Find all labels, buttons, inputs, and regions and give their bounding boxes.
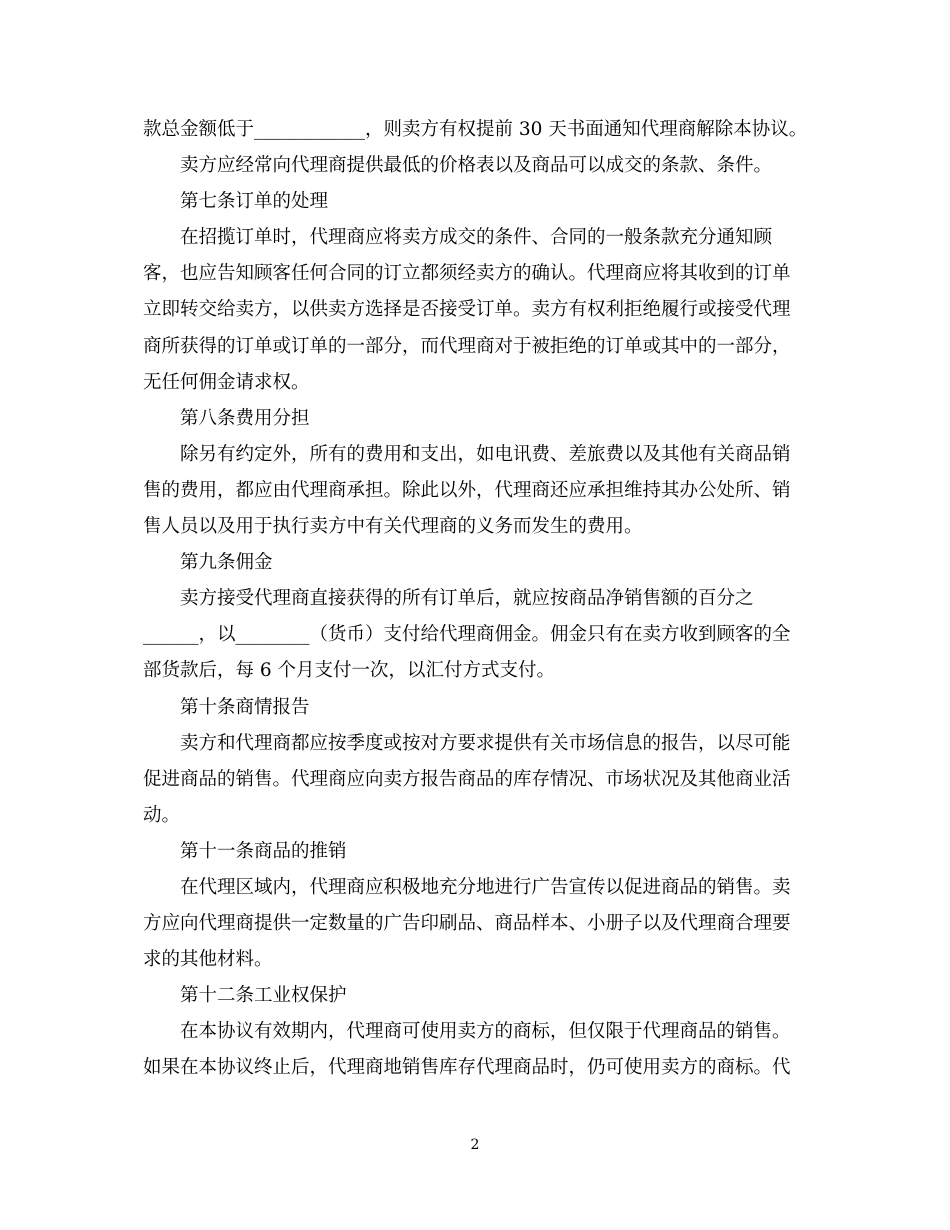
text-line: 除另有约定外，所有的费用和支出，如电讯费、差旅费以及其他有关商品销	[180, 443, 791, 465]
text-line: 无任何佣金请求权。	[143, 371, 310, 393]
text-line: 立即转交给卖方，以供卖方选择是否接受订单。卖方有权利拒绝履行或接受代理	[143, 299, 791, 321]
document-body	[143, 112, 811, 1087]
text-line: 求的其他材料。	[143, 949, 273, 971]
text-line: 客，也应告知顾客任何合同的订立都须经卖方的确认。代理商应将其收到的订单	[143, 263, 791, 285]
text-line: 售的费用，都应由代理商承担。除此以外，代理商还应承担维持其办公处所、销	[143, 479, 791, 501]
text-line: 动。	[143, 804, 181, 826]
section-heading: 第九条佣金	[180, 552, 273, 574]
section-heading: 第十一条商品的推销	[180, 840, 347, 862]
section-heading: 第七条订单的处理	[180, 191, 329, 213]
section-heading: 第八条费用分担	[180, 407, 310, 429]
section-heading: 第十条商情报告	[180, 696, 310, 718]
text-line: 卖方应经常向代理商提供最低的价格表以及商品可以成交的条款、条件。	[180, 155, 773, 177]
text-line: 卖方接受代理商直接获得的所有订单后，就应按商品净销售额的百分之	[180, 588, 754, 610]
text-line: 款总金额低于____________，则卖方有权提前 30 天书面通知代理商解除本协议。	[143, 119, 808, 140]
text-line: 卖方和代理商都应按季度或按对方要求提供有关市场信息的报告，以尽可能	[180, 732, 791, 754]
text-line: 售人员以及用于执行卖方中有关代理商的义务而发生的费用。	[143, 516, 643, 538]
text-line: 商所获得的订单或订单的一部分，而代理商对于被拒绝的订单或其中的一部分，	[143, 335, 791, 357]
section-heading: 第十二条工业权保护	[180, 985, 347, 1007]
text-line: 方应向代理商提供一定数量的广告印刷品、商品样本、小册子以及代理商合理要	[143, 913, 791, 935]
text-line: 在本协议有效期内，代理商可使用卖方的商标，但仅限于代理商品的销售。	[180, 1021, 791, 1043]
text-line: 如果在本协议终止后，代理商地销售库存代理商品时，仍可使用卖方的商标。代	[143, 1057, 791, 1079]
page-number: 2	[470, 1137, 480, 1153]
text-line: 在招揽订单时，代理商应将卖方成交的条件、合同的一般条款充分通知顾	[180, 227, 773, 249]
text-line: 部货款后，每 6 个月支付一次，以汇付方式支付。	[143, 660, 556, 682]
text-line: 促进商品的销售。代理商应向卖方报告商品的库存情况、市场状况及其他商业活	[143, 768, 791, 790]
text-line: ______，以________（货币）支付给代理商佣金。佣金只有在卖方收到顾客的全	[143, 624, 791, 646]
text-line: 在代理区域内，代理商应积极地充分地进行广告宣传以促进商品的销售。卖	[180, 876, 791, 898]
